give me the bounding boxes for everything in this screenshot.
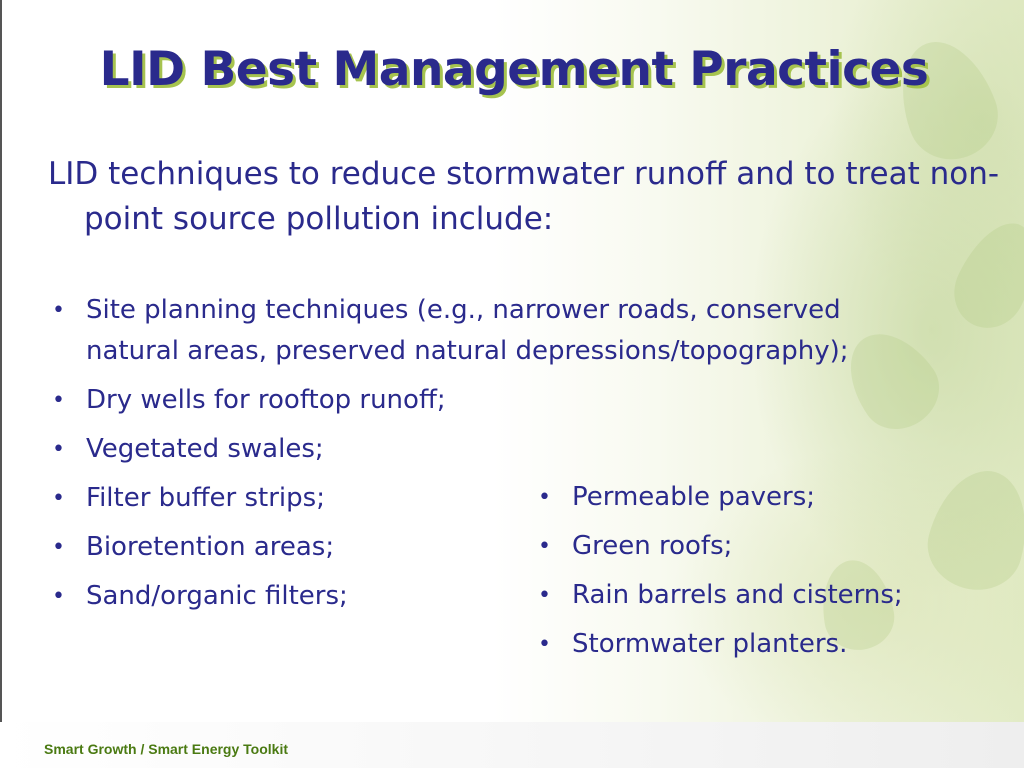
footer-text: Smart Growth / Smart Energy Toolkit xyxy=(44,741,289,757)
list-item xyxy=(534,477,1014,518)
list-item-text: Rain barrels and cisterns; xyxy=(572,580,903,610)
list-item-text: Green roofs; xyxy=(572,531,733,561)
bullet-icon: • xyxy=(52,298,65,323)
slide-title: LID Best Management Practices xyxy=(99,42,929,97)
list-item xyxy=(534,624,1014,665)
intro-paragraph: LID techniques to reduce stormwater runoff and to treat non-point source pollution include: xyxy=(48,156,1000,237)
bullet-icon: • xyxy=(538,632,551,657)
list-item-text: Filter buffer strips; xyxy=(86,483,325,513)
list-item xyxy=(534,575,1014,616)
bullet-icon: • xyxy=(52,388,65,413)
bullet-icon: • xyxy=(52,535,65,560)
bullet-icon: • xyxy=(538,485,551,510)
list-item xyxy=(48,380,868,421)
list-item xyxy=(534,526,1014,567)
list-item-text: Sand/organic filters; xyxy=(86,581,348,611)
list-item-text: Vegetated swales; xyxy=(86,434,324,464)
list-item xyxy=(48,290,868,372)
list-item-text: Dry wells for rooftop runoff; xyxy=(86,385,446,415)
list-item-text: Bioretention areas; xyxy=(86,532,335,562)
bullet-icon: • xyxy=(538,583,551,608)
list-item-text: Permeable pavers; xyxy=(572,482,816,512)
bullet-icon: • xyxy=(52,584,65,609)
list-item-text: Stormwater planters. xyxy=(572,629,848,659)
bullet-icon: • xyxy=(52,486,65,511)
right-bullet-list xyxy=(534,477,1014,673)
bullet-icon: • xyxy=(52,437,65,462)
slide-footer xyxy=(0,722,1024,768)
bullet-icon: • xyxy=(538,534,551,559)
list-item xyxy=(48,429,868,470)
list-item-text: Site planning techniques (e.g., narrower roads, conserved natural areas, preserved natural depressions/topography); xyxy=(86,295,849,366)
